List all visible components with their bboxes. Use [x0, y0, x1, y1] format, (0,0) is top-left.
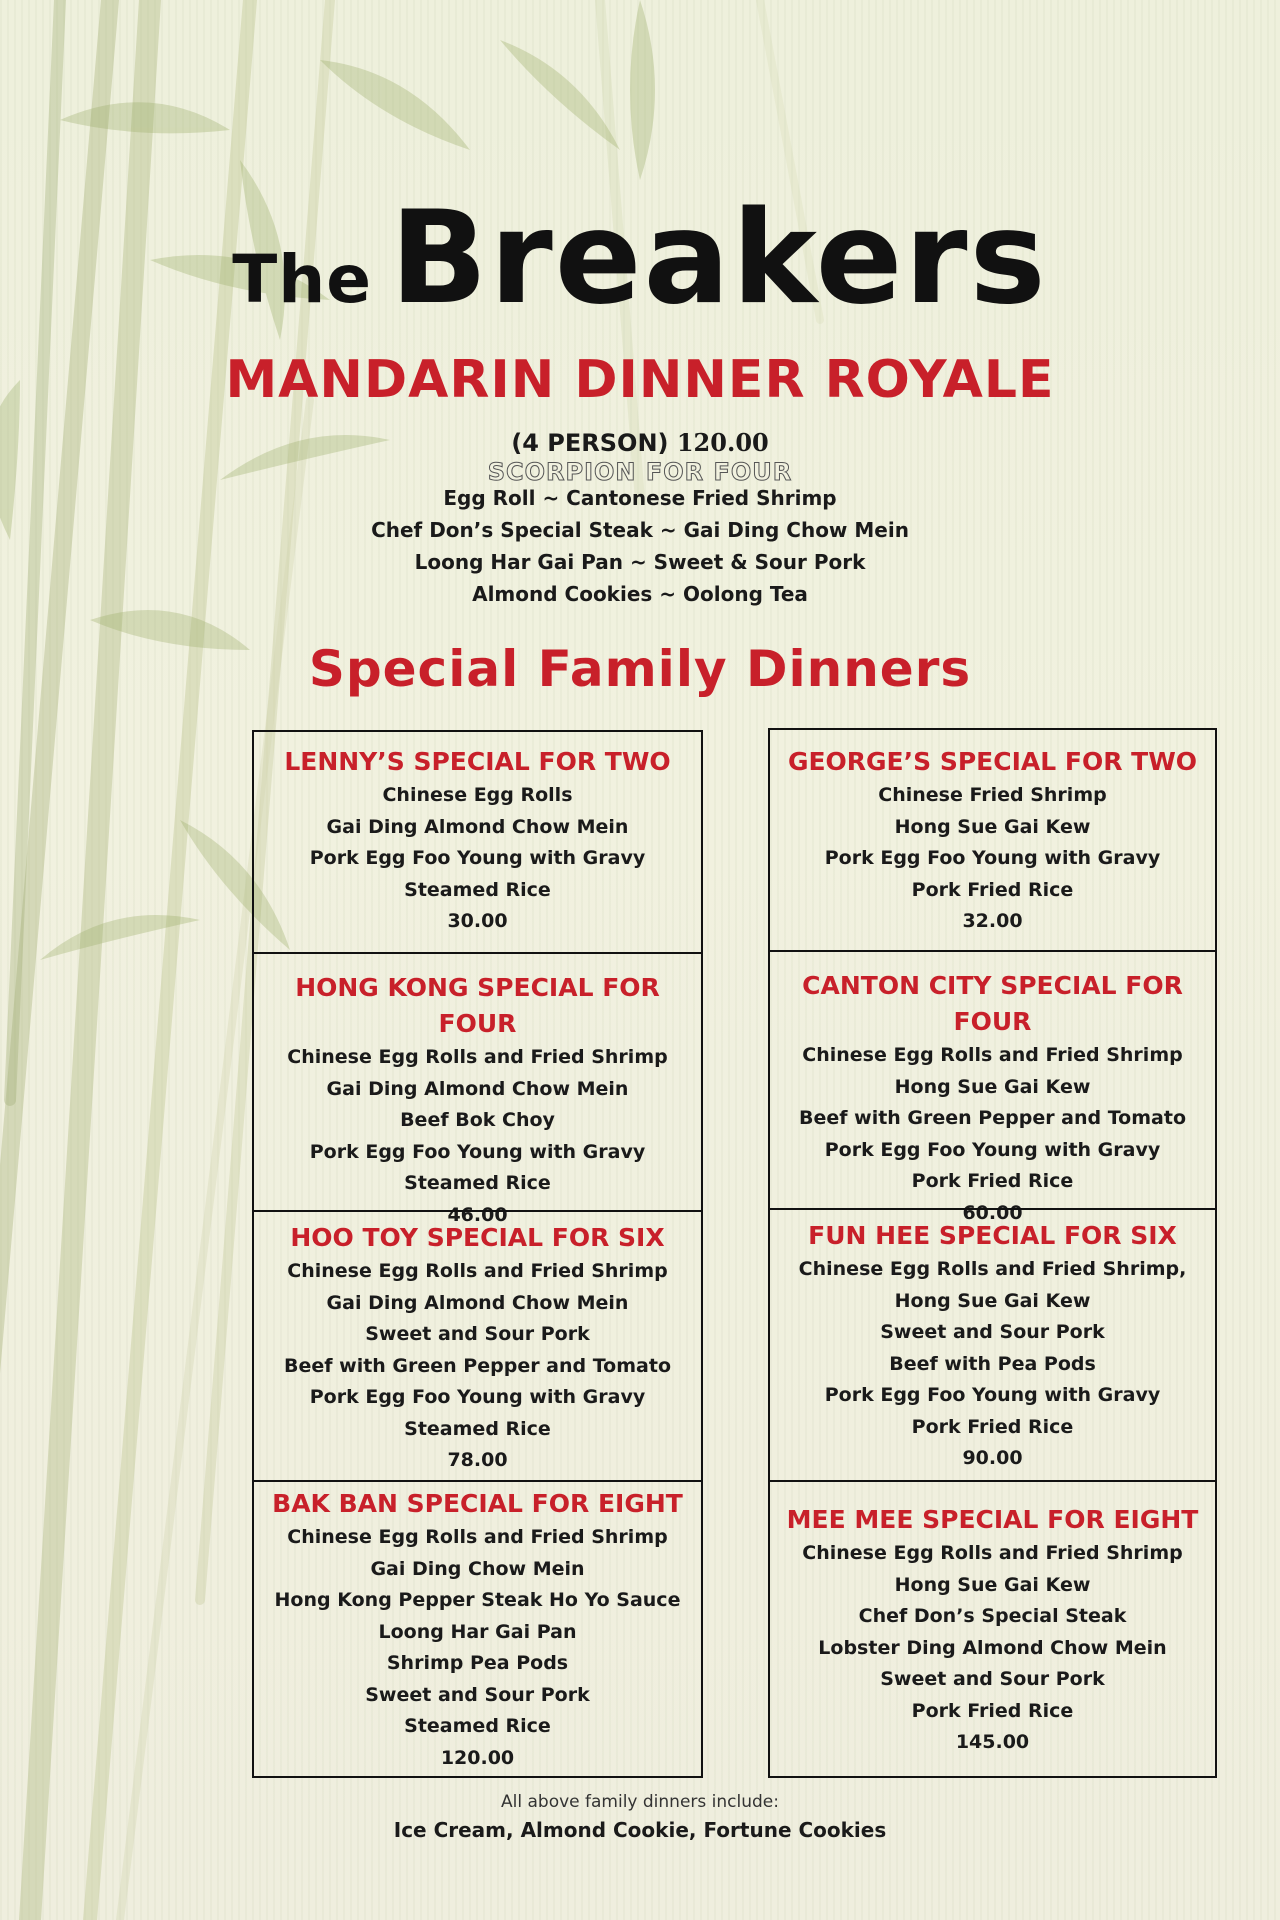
- dinner-item: Hong Sue Gai Kew: [894, 1289, 1091, 1312]
- dinner-item: Hong Sue Gai Kew: [894, 815, 1091, 838]
- dinner-item: Chinese Egg Rolls and Fried Shrimp,: [798, 1258, 1187, 1280]
- dinner-item: Pork Egg Foo Young with Gravy: [309, 1140, 646, 1163]
- dinner-box-hoo-toy: [252, 1210, 703, 1482]
- dinner-item: Steamed Rice: [404, 1172, 551, 1194]
- restaurant-title: [0, 184, 1280, 333]
- dinner-item: Chinese Egg Rolls and Fried Shrimp: [287, 1526, 668, 1548]
- dinner-price: 78.00: [447, 1449, 508, 1471]
- dinner-item: Sweet and Sour Pork: [880, 1321, 1105, 1343]
- dinner-box-fun-hee: [768, 1208, 1217, 1482]
- dinner-item: Pork Fried Rice: [911, 1415, 1074, 1438]
- dinner-box-mee-mee: [768, 1480, 1217, 1778]
- title-the: The: [232, 241, 373, 318]
- dinner-price: 60.00: [962, 1201, 1023, 1224]
- dinner-royale-heading: MANDARIN DINNER ROYALE: [225, 350, 1055, 410]
- dinner-price: 30.00: [447, 910, 508, 932]
- dinner-item: Beef Bok Choy: [400, 1109, 555, 1131]
- dinner-item: Lobster Ding Almond Chow Mein: [818, 1636, 1167, 1659]
- dinner-item: Sweet and Sour Pork: [365, 1323, 590, 1345]
- dinner-price: 145.00: [955, 1731, 1030, 1753]
- scorpion-label: SCORPION FOR FOUR: [487, 458, 793, 486]
- dinner-item: Beef with Green Pepper and Tomato: [284, 1354, 671, 1377]
- dinner-box-george: [768, 728, 1217, 952]
- royale-persons: (4 PERSON): [511, 429, 669, 457]
- dinner-price: 120.00: [440, 1746, 515, 1769]
- dinner-name: FUN HEE SPECIAL FOR SIX: [808, 1221, 1177, 1250]
- dinner-item: Hong Kong Pepper Steak Ho Yo Sauce: [274, 1589, 681, 1611]
- dinner-price: 46.00: [447, 1203, 508, 1226]
- dinner-item: Chinese Egg Rolls and Fried Shrimp: [802, 1044, 1183, 1066]
- royale-course-line: Almond Cookies ~ Oolong Tea: [472, 582, 808, 606]
- royale-course-line: Loong Har Gai Pan ~ Sweet & Sour Pork: [414, 550, 866, 574]
- royale-course-line: Chef Don’s Special Steak ~ Gai Ding Chow Mein: [371, 518, 909, 542]
- royale-price: 120.00: [676, 428, 769, 457]
- dinner-item: Hong Sue Gai Kew: [894, 1075, 1091, 1098]
- dinner-name: LENNY’S SPECIAL FOR TWO: [284, 747, 671, 776]
- dinner-item: Pork Egg Foo Young with Gravy: [824, 1138, 1161, 1161]
- dinner-item: Beef with Pea Pods: [889, 1352, 1096, 1375]
- dinner-item: Beef with Green Pepper and Tomato: [799, 1107, 1186, 1129]
- dinner-item: Pork Egg Foo Young with Gravy: [309, 847, 646, 869]
- dinner-item: Chinese Egg Rolls and Fried Shrimp: [287, 1260, 668, 1282]
- royale-courses: [0, 482, 1280, 610]
- dinner-item: Pork Egg Foo Young with Gravy: [824, 847, 1161, 869]
- dinner-item: Gai Ding Almond Chow Mein: [326, 815, 629, 838]
- dinner-item: Sweet and Sour Pork: [880, 1668, 1105, 1690]
- dinner-name: GEORGE’S SPECIAL FOR TWO: [787, 747, 1198, 776]
- dinner-box-hong-kong: [252, 952, 703, 1226]
- dinner-item: Pork Fried Rice: [911, 1699, 1074, 1722]
- dinner-item: Steamed Rice: [404, 1715, 551, 1737]
- dinner-name: HONG KONG SPECIAL FOR FOUR: [295, 973, 660, 1038]
- family-dinners-heading: Special Family Dinners: [308, 640, 972, 698]
- dinner-price: 32.00: [962, 910, 1023, 932]
- dinner-item: Chinese Egg Rolls and Fried Shrimp: [287, 1046, 668, 1068]
- dinner-item: Sweet and Sour Pork: [365, 1683, 590, 1706]
- dinner-box-bak-ban: [252, 1480, 703, 1778]
- dinner-item: Gai Ding Chow Mein: [370, 1557, 585, 1580]
- dinner-item: Chinese Fried Shrimp: [878, 784, 1107, 806]
- dinner-item: Chinese Egg Rolls and Fried Shrimp: [802, 1542, 1183, 1564]
- footer-includes: Ice Cream, Almond Cookie, Fortune Cookies: [393, 1818, 887, 1842]
- dinner-name: BAK BAN SPECIAL FOR EIGHT: [272, 1489, 683, 1518]
- royale-course-line: Egg Roll ~ Cantonese Fried Shrimp: [443, 486, 837, 510]
- dinner-item: Pork Fried Rice: [911, 1170, 1074, 1192]
- royale-price-line: [0, 428, 1280, 457]
- dinner-item: Pork Fried Rice: [911, 878, 1074, 901]
- dinner-item: Gai Ding Almond Chow Mein: [326, 1077, 629, 1100]
- dinner-name: CANTON CITY SPECIAL FOR FOUR: [802, 971, 1183, 1036]
- dinner-item: Chinese Egg Rolls: [382, 784, 573, 806]
- dinner-item: Pork Egg Foo Young with Gravy: [824, 1384, 1161, 1406]
- dinner-item: Hong Sue Gai Kew: [894, 1573, 1091, 1596]
- dinner-item: Shrimp Pea Pods: [386, 1652, 569, 1674]
- dinner-name: MEE MEE SPECIAL FOR EIGHT: [786, 1505, 1199, 1534]
- dinner-item: Gai Ding Almond Chow Mein: [326, 1291, 629, 1314]
- footer-note: All above family dinners include:: [501, 1792, 779, 1812]
- dinner-box-lenny: [252, 730, 703, 954]
- dinner-name: HOO TOY SPECIAL FOR SIX: [290, 1223, 665, 1252]
- title-breakers: Breakers: [390, 184, 1048, 333]
- dinner-item: Loong Har Gai Pan: [378, 1620, 577, 1643]
- dinner-item: Steamed Rice: [404, 1417, 551, 1440]
- dinner-item: Chef Don’s Special Steak: [858, 1605, 1127, 1627]
- dinner-price: 90.00: [962, 1447, 1023, 1469]
- dinner-box-canton-city: [768, 950, 1217, 1224]
- dinner-item: Pork Egg Foo Young with Gravy: [309, 1386, 646, 1408]
- dinner-item: Steamed Rice: [404, 878, 551, 901]
